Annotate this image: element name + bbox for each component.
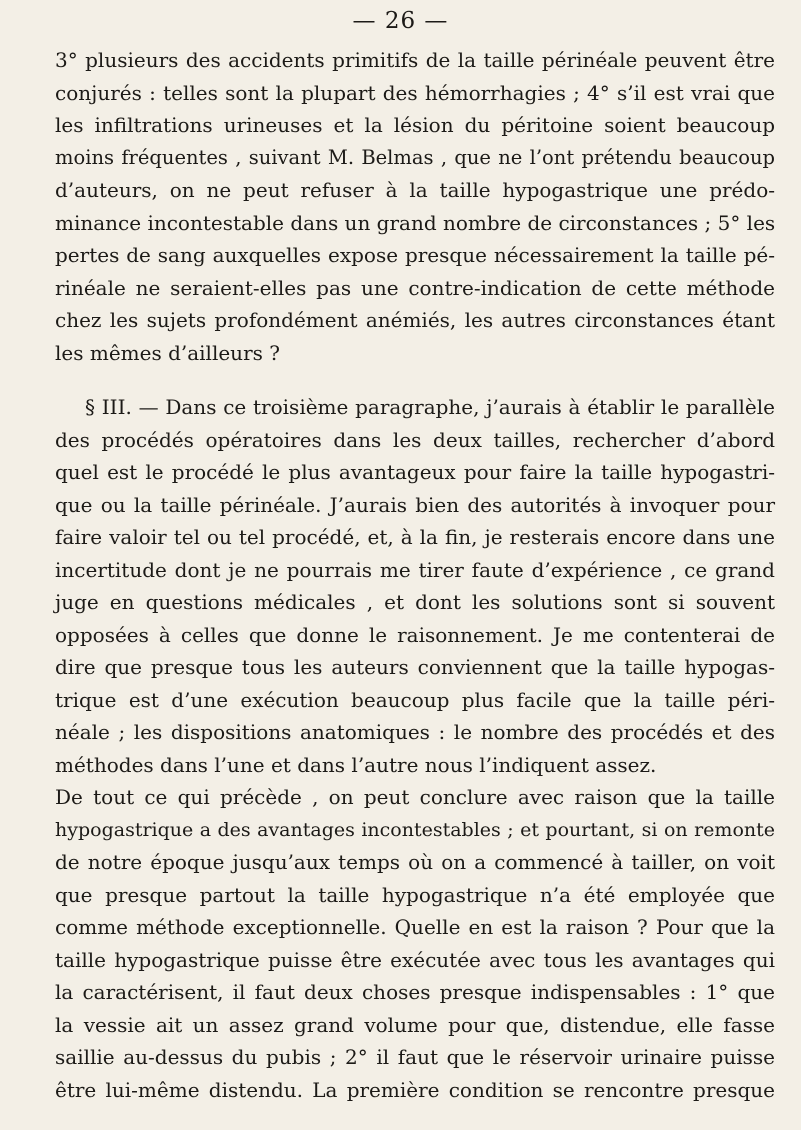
paragraph-gap xyxy=(55,369,775,391)
text-line: les mêmes d’ailleurs ? xyxy=(55,340,280,365)
text-line: 3° plusieurs des accidents primitifs de la taille périnéale peuvent être xyxy=(55,48,775,72)
text-line: juge en questions médicales , et dont les solutions sont si souvent xyxy=(55,590,775,614)
text-line: pertes de sang auxquelles expose presque nécessairement la taille pé- xyxy=(55,243,775,267)
page-number: — 26 — xyxy=(352,8,449,34)
text-line: § III. — Dans ce troisième paragraphe, j’aurais à établir le parallèle xyxy=(85,395,775,419)
text-line: opposées à celles que donne le raisonnement. Je me contenterai de xyxy=(55,622,775,647)
text-line: minance incontestable dans un grand nombre de circonstances ; 5° les xyxy=(55,210,776,235)
text-line: saillie au-dessus du pubis ; 2° il faut que le réservoir urinaire puisse xyxy=(55,1045,775,1069)
text-line: taille hypogastrique puisse être exécutée avec tous les avantages qui xyxy=(55,947,775,972)
paragraph-1 xyxy=(55,44,775,369)
paragraph-2 xyxy=(55,391,775,781)
text-line: De tout ce qui précède , on peut conclure avec raison que la taille xyxy=(55,785,775,809)
text-line: la caractérisent, il faut deux choses presque indispensables : 1° que xyxy=(55,980,775,1004)
text-line: conjurés : telles sont la plupart des hémorrhagies ; 4° s’il est vrai que xyxy=(55,80,775,105)
text-line: chez les sujets profondément anémiés, les autres circonstances étant xyxy=(55,308,775,332)
text-line: rinéale ne seraient-elles pas une contre-indication de cette méthode xyxy=(55,275,775,300)
text-line: faire valoir tel ou tel procédé, et, à la fin, je resterais encore dans une xyxy=(55,525,775,549)
text-line: méthodes dans l’une et dans l’autre nous l’indiquent assez. xyxy=(55,752,657,777)
text-line: la vessie ait un assez grand volume pour que, distendue, elle fasse xyxy=(55,1012,775,1037)
text-line: des procédés opératoires dans les deux tailles, rechercher d’abord xyxy=(55,427,775,452)
text-line: d’auteurs, on ne peut refuser à la taille hypogastrique une prédo- xyxy=(55,178,775,202)
text-line: hypogastrique a des avantages incontestables ; et pourtant, si on remonte xyxy=(55,818,775,841)
text-line: de notre époque jusqu’aux temps où on a commencé à tailler, on voit xyxy=(55,850,775,874)
text-line: trique est d’une exécution beaucoup plus facile que la taille péri- xyxy=(55,687,775,712)
text-line: dire que presque tous les auteurs conviennent que la taille hypogas- xyxy=(55,655,775,679)
text-line: incertitude dont je ne pourrais me tirer faute d’expérience , ce grand xyxy=(55,557,775,582)
text-line: néale ; les dispositions anatomiques : le nombre des procédés et des xyxy=(55,720,775,744)
paragraph-3 xyxy=(55,781,775,1106)
text-line: les infiltrations urineuses et la lésion du péritoine soient beaucoup xyxy=(55,113,775,137)
text-line: que presque partout la taille hypogastrique n’a été employée que xyxy=(55,882,775,907)
text-line: que ou la taille périnéale. J’aurais bien des autorités à invoquer pour xyxy=(55,492,775,517)
body-text xyxy=(55,44,775,1106)
text-line: moins fréquentes , suivant M. Belmas , que ne l’ont prétendu beaucoup xyxy=(55,145,775,169)
text-line: comme méthode exceptionnelle. Quelle en est la raison ? Pour que la xyxy=(55,915,775,939)
text-line: être lui-même distendu. La première condition se rencontre presque xyxy=(55,1077,775,1102)
text-line: quel est le procédé le plus avantageux pour faire la taille hypogastri- xyxy=(55,460,775,484)
